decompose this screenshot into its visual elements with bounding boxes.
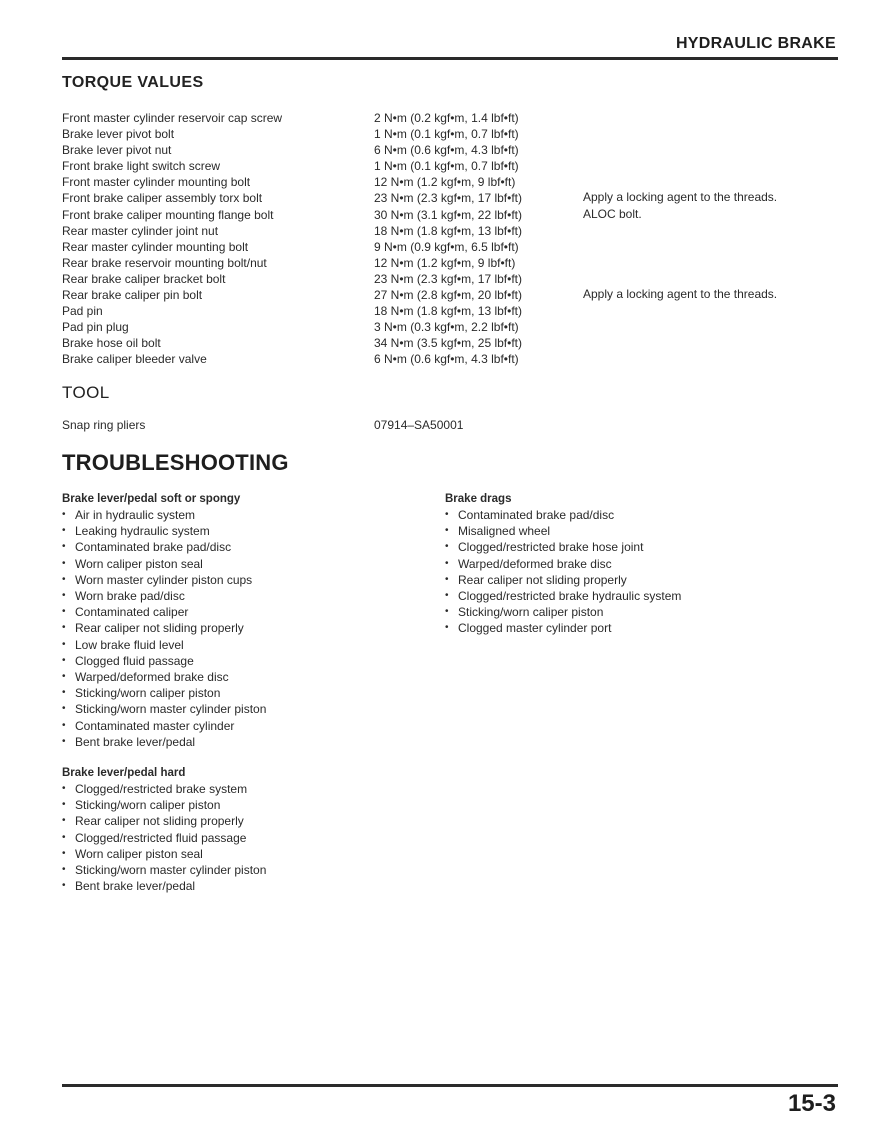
symptom-group-hard (62, 765, 266, 894)
cause-item: • Contaminated brake pad/disc (62, 539, 266, 555)
torque-item-name: Rear brake reservoir mounting bolt/nut (62, 255, 267, 270)
cause-item: • Air in hydraulic system (62, 507, 266, 523)
torque-value: 6 N•m (0.6 kgf•m, 4.3 lbf•ft) (374, 143, 519, 158)
torque-value: 12 N•m (1.2 kgf•m, 9 lbf•ft) (374, 255, 516, 270)
torque-row (62, 335, 832, 351)
torque-row (62, 158, 832, 174)
torque-value: 23 N•m (2.3 kgf•m, 17 lbf•ft) (374, 271, 522, 286)
torque-value: 30 N•m (3.1 kgf•m, 22 lbf•ft) (374, 207, 522, 222)
cause-item: • Contaminated master cylinder (62, 718, 266, 734)
torque-item-name: Front brake caliper mounting flange bolt (62, 207, 274, 222)
cause-item: • Clogged fluid passage (62, 653, 266, 669)
torque-item-name: Brake caliper bleeder valve (62, 352, 207, 367)
chapter-title: HYDRAULIC BRAKE (675, 35, 836, 52)
torque-row (62, 174, 832, 190)
torque-item-name: Pad pin plug (62, 320, 129, 335)
torque-values-table (62, 110, 832, 368)
torque-value: 9 N•m (0.9 kgf•m, 6.5 lbf•ft) (374, 239, 519, 254)
cause-item: • Bent brake lever/pedal (62, 734, 266, 750)
torque-row (62, 239, 832, 255)
torque-item-name: Brake lever pivot nut (62, 143, 172, 158)
torque-value: 1 N•m (0.1 kgf•m, 0.7 lbf•ft) (374, 127, 519, 142)
torque-value: 23 N•m (2.3 kgf•m, 17 lbf•ft) (374, 191, 522, 206)
cause-item: • Clogged/restricted brake hydraulic system (445, 588, 681, 604)
torque-item-name: Front master cylinder mounting bolt (62, 175, 251, 190)
cause-item: • Clogged master cylinder port (445, 620, 681, 636)
torque-row (62, 271, 832, 287)
torque-item-name: Rear master cylinder joint nut (62, 223, 219, 238)
torque-row (62, 255, 832, 271)
cause-item: • Worn master cylinder piston cups (62, 572, 266, 588)
cause-item: • Warped/deformed brake disc (62, 669, 266, 685)
torque-value: 18 N•m (1.8 kgf•m, 13 lbf•ft) (374, 304, 522, 319)
torque-row (62, 190, 832, 206)
cause-item: • Clogged/restricted brake system (62, 781, 266, 797)
torque-item-name: Rear brake caliper bracket bolt (62, 271, 226, 286)
cause-item: • Low brake fluid level (62, 637, 266, 653)
cause-item: • Clogged/restricted brake hose joint (445, 539, 681, 555)
torque-item-name: Rear master cylinder mounting bolt (62, 239, 249, 254)
cause-item: • Rear caliper not sliding properly (445, 572, 681, 588)
cause-list (62, 781, 266, 894)
torque-value: 27 N•m (2.8 kgf•m, 20 lbf•ft) (374, 288, 522, 303)
cause-item: • Clogged/restricted fluid passage (62, 830, 266, 846)
page-number: 15-3 (787, 1090, 836, 1117)
tool-part-number: 07914–SA50001 (374, 418, 464, 432)
torque-note: ALOC bolt. (583, 206, 642, 221)
torque-value: 12 N•m (1.2 kgf•m, 9 lbf•ft) (374, 175, 516, 190)
cause-item: • Sticking/worn caliper piston (62, 685, 266, 701)
torque-note: Apply a locking agent to the threads. (583, 190, 778, 205)
torque-value: 34 N•m (3.5 kgf•m, 25 lbf•ft) (374, 336, 522, 351)
footer-divider (62, 1084, 838, 1087)
torque-item-name: Front brake caliper assembly torx bolt (62, 191, 263, 206)
symptom-group-title: Brake lever/pedal soft or spongy (62, 493, 241, 505)
torque-item-name: Rear brake caliper pin bolt (62, 288, 203, 303)
cause-item: • Sticking/worn master cylinder piston (62, 862, 266, 878)
torque-value: 1 N•m (0.1 kgf•m, 0.7 lbf•ft) (374, 159, 519, 174)
cause-item: • Warped/deformed brake disc (445, 556, 681, 572)
torque-values-heading: TORQUE VALUES (62, 74, 204, 91)
tool-name: Snap ring pliers (62, 418, 146, 432)
torque-value: 2 N•m (0.2 kgf•m, 1.4 lbf•ft) (374, 111, 519, 125)
cause-item: • Rear caliper not sliding properly (62, 620, 266, 636)
torque-value: 3 N•m (0.3 kgf•m, 2.2 lbf•ft) (374, 320, 519, 335)
tool-heading: TOOL (62, 383, 110, 402)
cause-item: • Sticking/worn master cylinder piston (62, 701, 266, 717)
torque-item-name: Brake hose oil bolt (62, 336, 161, 351)
torque-item-name: Front brake light switch screw (62, 159, 221, 174)
cause-list (445, 507, 681, 637)
torque-item-name: Front master cylinder reservoir cap screw (62, 111, 283, 125)
header-divider (62, 57, 838, 60)
torque-row (62, 287, 832, 303)
torque-note: Apply a locking agent to the threads. (583, 287, 778, 302)
torque-value: 6 N•m (0.6 kgf•m, 4.3 lbf•ft) (374, 352, 519, 367)
torque-value: 18 N•m (1.8 kgf•m, 13 lbf•ft) (374, 223, 522, 238)
cause-list (62, 507, 266, 750)
torque-row (62, 142, 832, 158)
torque-row (62, 319, 832, 335)
cause-item: • Sticking/worn caliper piston (445, 604, 681, 620)
cause-item: • Contaminated caliper (62, 604, 266, 620)
torque-row (62, 110, 832, 126)
torque-row (62, 351, 832, 367)
symptom-group-title: Brake lever/pedal hard (62, 767, 186, 779)
torque-item-name: Pad pin (62, 304, 103, 319)
cause-item: • Misaligned wheel (445, 523, 681, 539)
symptom-group-drags (445, 491, 681, 637)
troubleshooting-heading: TROUBLESHOOTING (62, 450, 289, 475)
cause-item: • Sticking/worn caliper piston (62, 797, 266, 813)
cause-item: • Worn caliper piston seal (62, 846, 266, 862)
torque-item-name: Brake lever pivot bolt (62, 127, 175, 142)
torque-row (62, 207, 832, 223)
cause-item: • Bent brake lever/pedal (62, 878, 266, 894)
torque-row (62, 303, 832, 319)
cause-item: • Worn caliper piston seal (62, 556, 266, 572)
torque-row (62, 126, 832, 142)
cause-item: • Leaking hydraulic system (62, 523, 266, 539)
torque-row (62, 223, 832, 239)
cause-item: • Contaminated brake pad/disc (445, 507, 681, 523)
symptom-group-soft-spongy (62, 491, 266, 750)
cause-item: • Worn brake pad/disc (62, 588, 266, 604)
symptom-group-title: Brake drags (445, 493, 512, 505)
cause-item: • Rear caliper not sliding properly (62, 813, 266, 829)
